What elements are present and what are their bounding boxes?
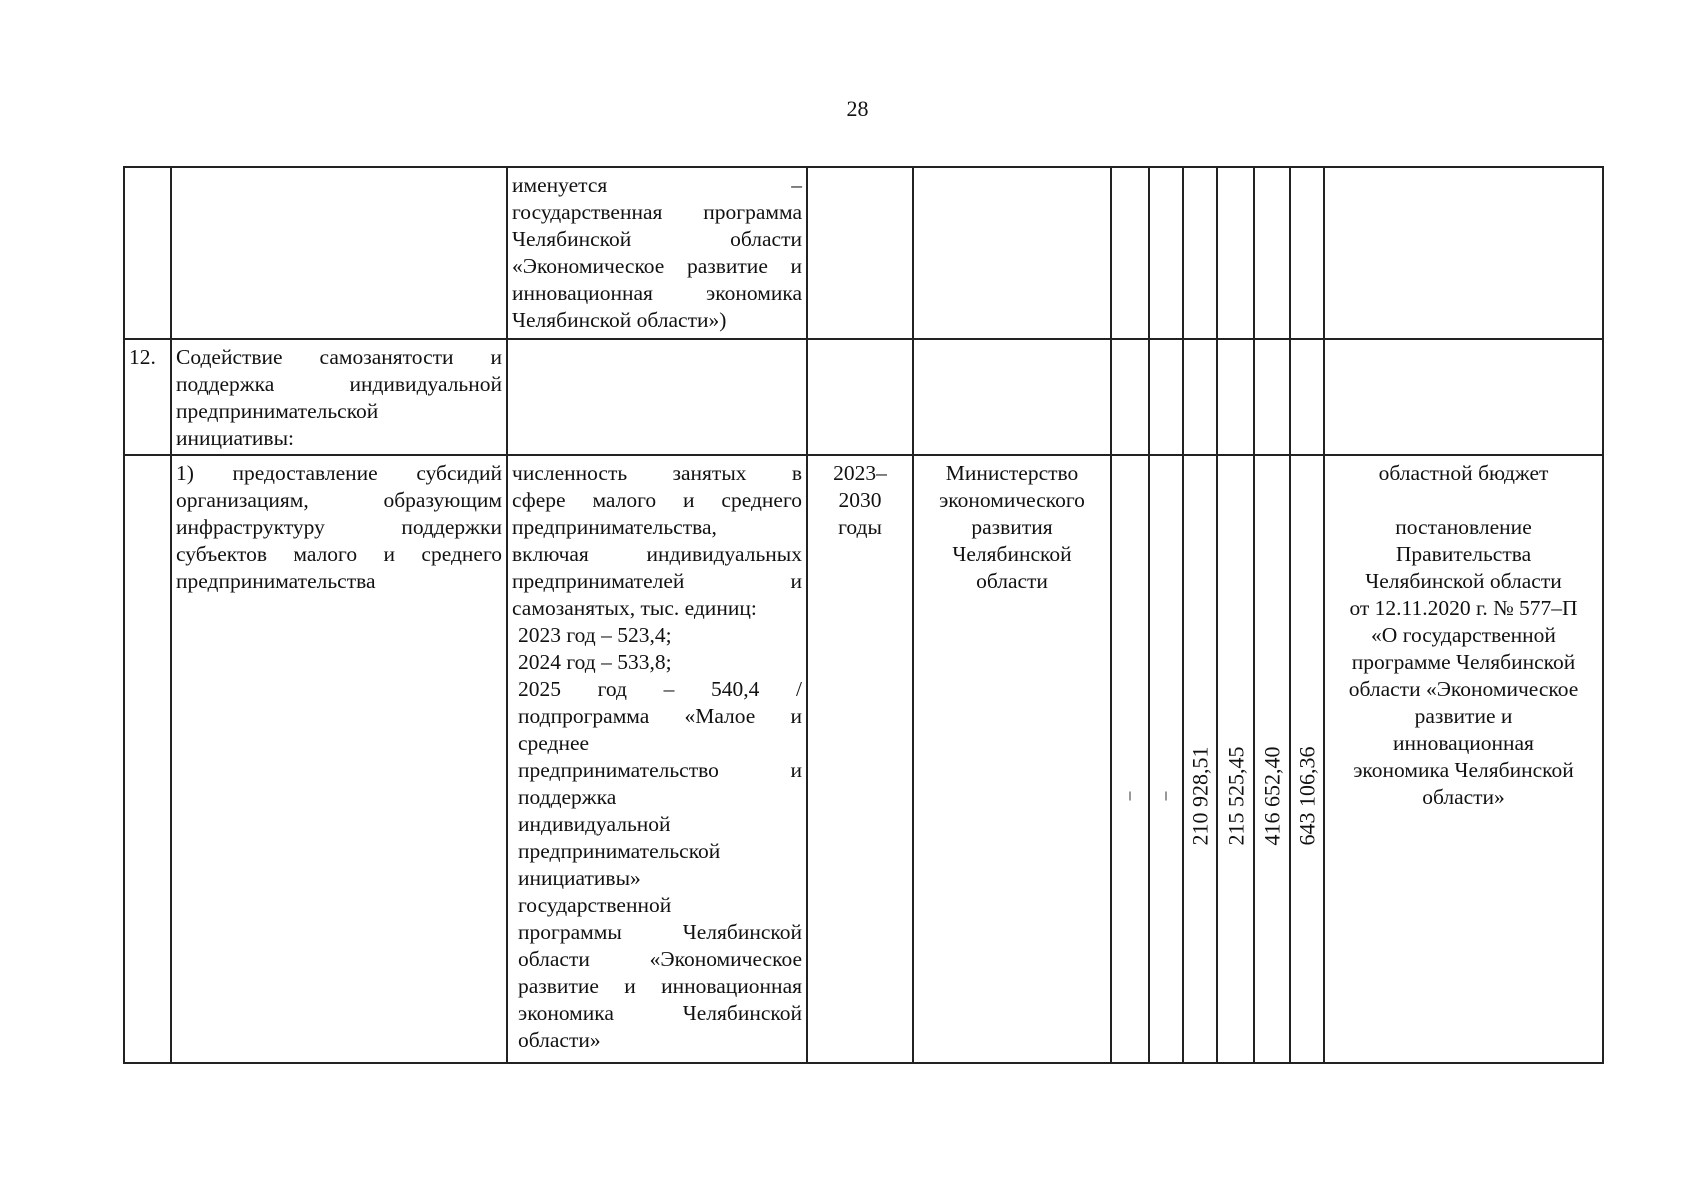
cell-amount (1217, 339, 1254, 455)
continuation-line: Челябинской области») (512, 308, 727, 332)
indicator-value: 2025 год – 540,4 / (518, 677, 802, 701)
indicator-value: 2024 год – 533,8; (518, 650, 672, 674)
subprogram-line: области» (518, 1028, 601, 1052)
continuation-line: государственная программа (512, 200, 802, 224)
measure-line: инфраструктуру поддержки (176, 515, 502, 539)
subprogram-line: поддержка (518, 785, 617, 809)
subprogram-line: программы Челябинской (518, 920, 802, 944)
cell-measure-title (171, 339, 507, 455)
cell-amount (1149, 339, 1183, 455)
cell-source (1324, 455, 1603, 1063)
item-title-line: предпринимательской (176, 399, 379, 423)
subprogram-line: инициативы» (518, 866, 641, 890)
cell-executor (913, 167, 1111, 339)
program-table (123, 166, 1604, 1064)
cell-amount (1254, 167, 1290, 339)
subprogram-line: среднее (518, 731, 590, 755)
cell-amount (1254, 455, 1290, 1063)
cell-number (124, 455, 171, 1063)
cell-amount (1254, 339, 1290, 455)
subprogram-line: государственной (518, 893, 672, 917)
item-title-line: поддержка индивидуальной (176, 372, 502, 396)
cell-amount (1290, 339, 1324, 455)
item-title-line: инициативы: (176, 426, 294, 450)
subprogram-line: предпринимательство и (518, 758, 802, 782)
cell-amount (1217, 167, 1254, 339)
continuation-line: Челябинской области (512, 227, 802, 251)
cell-amount (1183, 339, 1217, 455)
indicator-line: самозанятых, тыс. единиц: (512, 596, 757, 620)
measure-line: 1) предоставление субсидий (176, 461, 502, 485)
indicator-line: численность занятых в (512, 461, 802, 485)
funding-source: областной бюджет (1378, 461, 1549, 485)
indicator-line: включая индивидуальных (512, 542, 802, 566)
indicator-line: сфере малого и среднего (512, 488, 802, 512)
cell-number: 12. (124, 339, 171, 455)
subprogram-line: подпрограмма «Малое и (518, 704, 802, 728)
dash-mark (1166, 792, 1167, 801)
item-title-line: Содействие самозанятости и (176, 345, 502, 369)
legal-basis: постановление Правительства Челябинской области от 12.11.2020 г. № 577–П «О государственной программе Челябинской области «Экономическое развитие и инновационная экономика Челябинской области» (1348, 515, 1579, 809)
cell-amount (1217, 455, 1254, 1063)
amount-value: 215 525,45 (1223, 746, 1248, 846)
cell-amount (1183, 167, 1217, 339)
cell-number (124, 167, 171, 339)
continuation-line: «Экономическое развитие и (512, 254, 802, 278)
continuation-line: инновационная экономика (512, 281, 802, 305)
continuation-line: именуется – (512, 173, 802, 197)
cell-source (1324, 167, 1603, 339)
measure-line: организациям, образующим (176, 488, 502, 512)
cell-measure (171, 167, 507, 339)
amount-value: 210 928,51 (1187, 746, 1213, 846)
table-row-submeasure-1 (124, 455, 1603, 1063)
cell-amount (1111, 167, 1149, 339)
amount-value: 643 106,36 (1294, 746, 1320, 846)
table-row-item-12 (124, 339, 1603, 455)
cell-period: 2023– 2030 годы (807, 455, 913, 1063)
cell-executor (913, 339, 1111, 455)
cell-period (807, 167, 913, 339)
cell-amount (1149, 167, 1183, 339)
cell-source (1324, 339, 1603, 455)
cell-period (807, 339, 913, 455)
spacer (1329, 487, 1598, 514)
indicator-value: 2023 год – 523,4; (518, 623, 672, 647)
cell-indicator (507, 339, 807, 455)
table-row-continuation (124, 167, 1603, 339)
subprogram-line: индивидуальной (518, 812, 671, 836)
subprogram-line: области «Экономическое (518, 947, 802, 971)
cell-indicator (507, 455, 807, 1063)
cell-measure (171, 455, 507, 1063)
cell-executor: Министерство экономического развития Челябинской области (913, 455, 1111, 1063)
subprogram-line: экономика Челябинской (518, 1001, 802, 1025)
cell-amount-empty (1111, 455, 1149, 1063)
cell-indicator-continuation (507, 167, 807, 339)
amount-value: 416 652,40 (1259, 746, 1285, 846)
dash-mark (1130, 792, 1131, 801)
cell-amount (1111, 339, 1149, 455)
measure-line: субъектов малого и среднего (176, 542, 502, 566)
indicator-line: предпринимателей и (512, 569, 802, 593)
measure-line: предпринимательства (176, 569, 376, 593)
cell-amount (1183, 455, 1217, 1063)
cell-amount (1290, 455, 1324, 1063)
subprogram-line: развитие и инновационная (518, 974, 802, 998)
cell-amount-empty (1149, 455, 1183, 1063)
page-number: 28 (846, 96, 869, 121)
indicator-line: предпринимательства, (512, 515, 717, 539)
cell-amount (1290, 167, 1324, 339)
subprogram-line: предпринимательской (518, 839, 721, 863)
